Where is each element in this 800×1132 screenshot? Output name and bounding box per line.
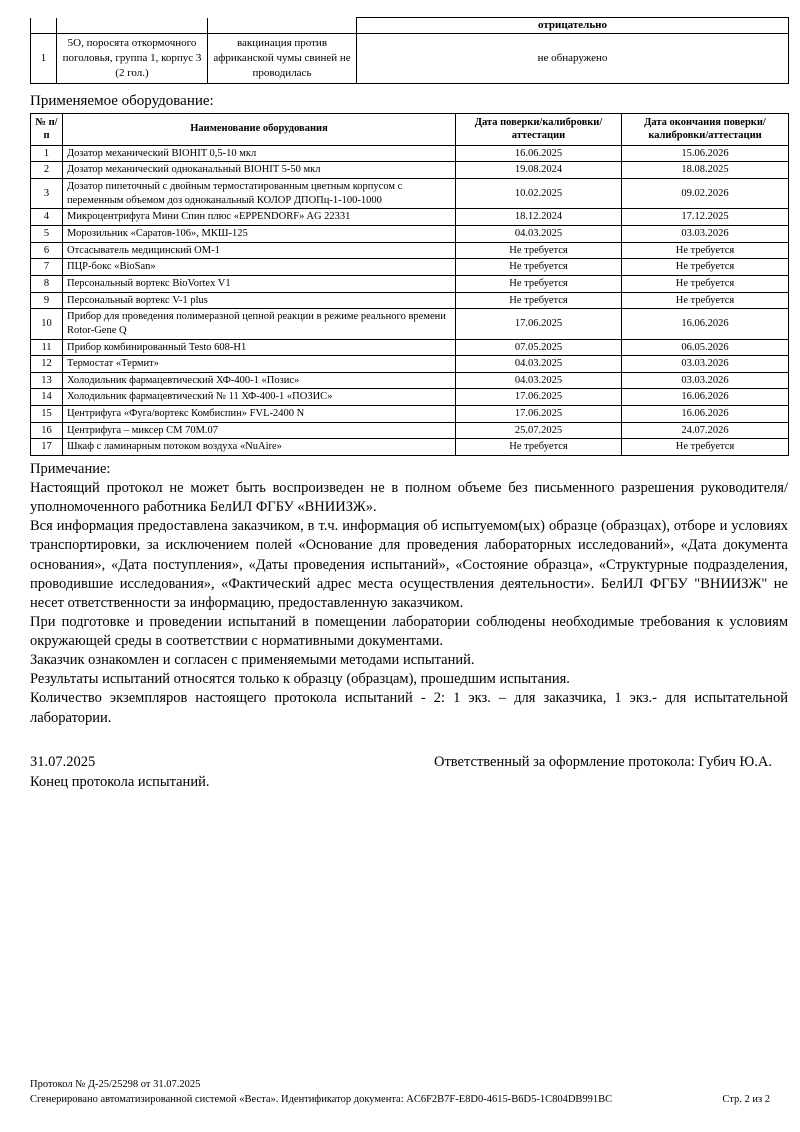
equipment-check-date: 16.06.2025: [456, 145, 622, 162]
equipment-header-num: № п/п: [31, 113, 63, 145]
note-paragraph: При подготовке и проведении испытаний в помещении лаборатории соблюдены необходимые требования к условиям окружающей среды в соответствии с нормативными документами.: [30, 613, 788, 650]
equipment-expiry-date: 24.07.2026: [622, 422, 789, 439]
table-cell: [57, 18, 208, 34]
equipment-table-row: [31, 339, 789, 356]
result-negative-cell: отрицательно: [357, 18, 789, 34]
equipment-expiry-date: Не требуется: [622, 259, 789, 276]
equipment-row-number: 2: [31, 162, 63, 179]
equipment-table-row: [31, 162, 789, 179]
equipment-table-row: [31, 422, 789, 439]
equipment-table-row: [31, 406, 789, 423]
equipment-row-number: 6: [31, 242, 63, 259]
equipment-check-date: 04.03.2025: [456, 372, 622, 389]
signoff-responsible: Ответственный за оформление протокола: Губич Ю.А.: [433, 753, 772, 770]
equipment-table-row: [31, 209, 789, 226]
equipment-header-name: Наименование оборудования: [63, 113, 456, 145]
equipment-row-number: 14: [31, 389, 63, 406]
equipment-check-date: Не требуется: [456, 439, 622, 456]
equipment-name: Прибор для проведения полимеразной цепной реакции в режиме реального времени Rotor-Gene Q: [63, 309, 456, 339]
equipment-expiry-date: 09.02.2026: [622, 179, 789, 209]
equipment-row-number: 5: [31, 226, 63, 243]
equipment-row-number: 13: [31, 372, 63, 389]
page-footer: [30, 1077, 770, 1109]
equipment-expiry-date: 16.06.2026: [622, 389, 789, 406]
note-paragraph: Настоящий протокол не может быть воспроизведен не в полном объеме без письменного разрешения руководителя/уполномоченного работника БелИЛ ФГБУ «ВНИИЗЖ».: [30, 480, 788, 516]
equipment-check-date: Не требуется: [456, 275, 622, 292]
equipment-check-date: 19.08.2024: [456, 162, 622, 179]
equipment-expiry-date: Не требуется: [622, 242, 789, 259]
equipment-row-number: 4: [31, 209, 63, 226]
table-cell: [31, 18, 57, 34]
equipment-name: Дозатор механический одноканальный BIOHIT 5-50 мкл: [63, 162, 456, 179]
equipment-check-date: 10.02.2025: [456, 179, 622, 209]
equipment-check-date: Не требуется: [456, 242, 622, 259]
equipment-name: Микроцентрифуга Мини Спин плюс «EPPENDORF» AG 22331: [63, 209, 456, 226]
equipment-check-date: 25.07.2025: [456, 422, 622, 439]
equipment-name: Персональный вортекс BioVortex V1: [63, 275, 456, 292]
notes-section: [30, 460, 788, 728]
notes-title: Примечание:: [30, 460, 111, 477]
equipment-table-row: [31, 356, 789, 373]
equipment-row-number: 8: [31, 275, 63, 292]
equipment-row-number: 3: [31, 179, 63, 209]
equipment-expiry-date: Не требуется: [622, 292, 789, 309]
equipment-header-expiry-date: Дата окончания поверки/калибровки/аттестации: [622, 113, 789, 145]
equipment-table-row: [31, 226, 789, 243]
equipment-expiry-date: 03.03.2026: [622, 356, 789, 373]
note-paragraph: Результаты испытаний относятся только к образцу (образцам), прошедшим испытания.: [30, 671, 570, 688]
equipment-expiry-date: 18.08.2025: [622, 162, 789, 179]
equipment-name: Персональный вортекс V-1 plus: [63, 292, 456, 309]
equipment-name: Центрифуга «Фуга/вортекс Комбиспин» FVL-2400 N: [63, 406, 456, 423]
equipment-row-number: 9: [31, 292, 63, 309]
equipment-row-number: 12: [31, 356, 63, 373]
equipment-name: Дозатор пипеточный с двойным термостатированным цветным корпусом с переменным объемом доз одноканальный КОЛОР ДПОПц-1-100-1000: [63, 179, 456, 209]
equipment-row-number: 16: [31, 422, 63, 439]
equipment-name: Прибор комбинированный Testo 608-H1: [63, 339, 456, 356]
note-paragraph: Количество экземпляров настоящего протокола испытаний - 2: 1 экз. – для заказчика, 1 экз.- для испытательной лаборатории.: [30, 690, 788, 726]
equipment-table: [30, 113, 789, 456]
table-row: [31, 18, 789, 34]
equipment-expiry-date: 16.06.2026: [622, 406, 789, 423]
equipment-row-number: 7: [31, 259, 63, 276]
equipment-check-date: 17.06.2025: [456, 309, 622, 339]
equipment-check-date: Не требуется: [456, 292, 622, 309]
equipment-expiry-date: 03.03.2026: [622, 226, 789, 243]
equipment-row-number: 11: [31, 339, 63, 356]
row-number-cell: 1: [31, 34, 57, 84]
equipment-name: Дозатор механический BIOHIT 0,5-10 мкл: [63, 145, 456, 162]
footer-page-number: Стр. 2 из 2: [722, 1094, 770, 1106]
equipment-name: Морозильник «Саратов-106», МКШ-125: [63, 226, 456, 243]
equipment-name: Отсасыватель медицинский ОМ-1: [63, 242, 456, 259]
equipment-header-row: [31, 113, 789, 145]
equipment-table-row: [31, 242, 789, 259]
equipment-expiry-date: 16.06.2026: [622, 309, 789, 339]
sample-description-cell: 5О, поросята откормочного поголовья, группа 1, корпус 3 (2 гол.): [57, 34, 208, 84]
equipment-table-row: [31, 309, 789, 339]
equipment-header-check-date: Дата поверки/калибровки/аттестации: [456, 113, 622, 145]
equipment-check-date: 07.05.2025: [456, 339, 622, 356]
equipment-name: Шкаф с ламинарным потоком воздуха «NuAire»: [63, 439, 456, 456]
equipment-table-row: [31, 292, 789, 309]
equipment-expiry-date: 15.06.2026: [622, 145, 789, 162]
table-cell: [208, 18, 357, 34]
footer-second-row: [30, 1092, 770, 1108]
equipment-table-row: [31, 389, 789, 406]
test-result-cell: не обнаружено: [357, 34, 789, 84]
equipment-check-date: Не требуется: [456, 259, 622, 276]
equipment-name: Холодильник фармацевтический ХФ-400-1 «Позис»: [63, 372, 456, 389]
equipment-table-row: [31, 145, 789, 162]
equipment-table-row: [31, 275, 789, 292]
equipment-expiry-date: 06.05.2026: [622, 339, 789, 356]
equipment-name: Холодильник фармацевтический № 11 ХФ-400-1 «ПОЗИС»: [63, 389, 456, 406]
signoff-date: 31.07.2025: [30, 753, 96, 770]
note-paragraph: Заказчик ознакомлен и согласен с применяемыми методами испытаний.: [30, 652, 475, 669]
end-of-protocol-line: Конец протокола испытаний.: [30, 773, 210, 790]
results-table-fragment: [30, 17, 789, 84]
footer-protocol-number: Протокол № Д-25/25298 от 31.07.2025: [30, 1078, 201, 1090]
equipment-name: ПЦР-бокс «BioSan»: [63, 259, 456, 276]
equipment-table-row: [31, 439, 789, 456]
equipment-row-number: 1: [31, 145, 63, 162]
note-paragraph: Вся информация предоставлена заказчиком, в т.ч. информация об испытуемом(ых) образце (образцах), отборе и условиях транспортировки, за исключением полей «Основание для проведения лабораторных исследований», «Дата документа основания», «Дата поступления», «Даты проведения испытаний», «Состояние образца», «Структурные подразделения, проводившие исследования», «Фактический адрес места осуществления деятельности». БелИЛ ФГБУ "ВНИИЗЖ" не несет ответственности за информацию, предоставленную заказчиком.: [30, 518, 788, 611]
equipment-name: Термостат «Термит»: [63, 356, 456, 373]
vaccination-info-cell: вакцинация против африканской чумы свиней не проводилась: [208, 34, 357, 84]
equipment-table-row: [31, 259, 789, 276]
equipment-expiry-date: Не требуется: [622, 275, 789, 292]
equipment-check-date: 04.03.2025: [456, 226, 622, 243]
equipment-expiry-date: Не требуется: [622, 439, 789, 456]
equipment-expiry-date: 03.03.2026: [622, 372, 789, 389]
footer-generated-line: Сгенерировано автоматизированной системой «Веста». Идентификатор документа: AC6F2B7F-E8D0-4615-B6D5-1C804DB991BC: [30, 1094, 613, 1106]
table-row: [31, 34, 789, 84]
equipment-check-date: 18.12.2024: [456, 209, 622, 226]
equipment-row-number: 15: [31, 406, 63, 423]
equipment-section-title: Применяемое оборудование:: [30, 92, 214, 109]
equipment-expiry-date: 17.12.2025: [622, 209, 789, 226]
equipment-table-row: [31, 372, 789, 389]
equipment-table-row: [31, 179, 789, 209]
equipment-row-number: 10: [31, 309, 63, 339]
equipment-name: Центрифуга – миксер СМ 70М.07: [63, 422, 456, 439]
equipment-check-date: 17.06.2025: [456, 389, 622, 406]
equipment-check-date: 04.03.2025: [456, 356, 622, 373]
equipment-row-number: 17: [31, 439, 63, 456]
equipment-check-date: 17.06.2025: [456, 406, 622, 423]
signoff-row: [30, 754, 772, 771]
